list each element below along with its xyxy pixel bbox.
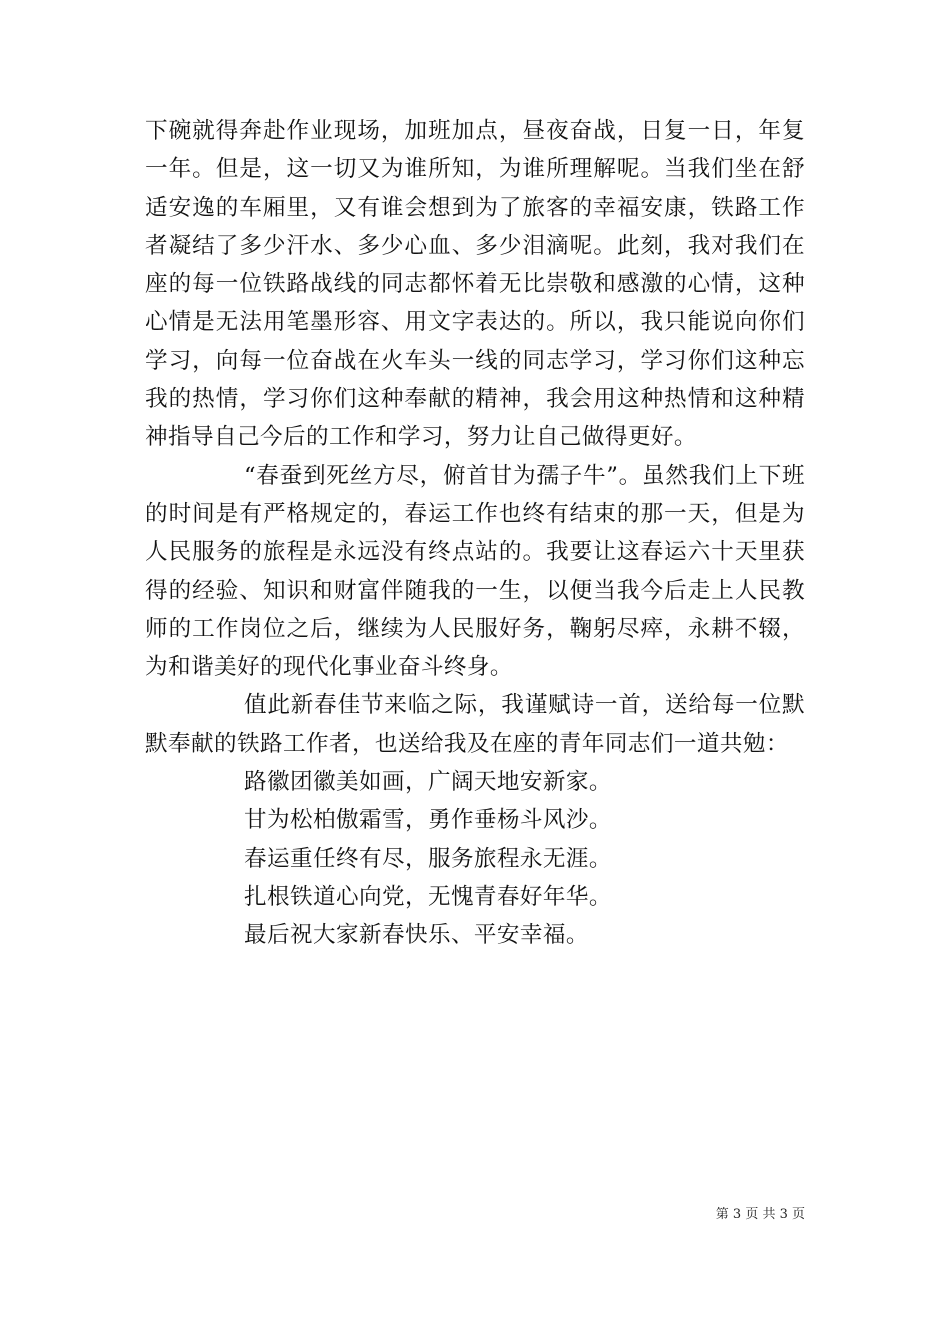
poem-line-3: 春运重任终有尽，服务旅程永无涯。 <box>244 845 612 872</box>
poem-line-4: 扎根铁道心向党，无愧青春好年华。 <box>244 883 612 910</box>
paragraph-continuation: 下碗就得奔赴作业现场，加班加点，昼夜奋战，日复一日，年复一年。但是，这一切又为谁所知，为谁所理解呢。当我们坐在舒适安逸的车厢里，又有谁会想到为了旅客的幸福安康，铁路工作者凝结了多少汗水、多少心血、多少泪滴呢。此刻，我对我们在座的每一位铁路战线的同志都怀着无比崇敬和感激的心情，这种心情是无法用笔墨形容、用文字表达的。所以，我只能说向你们学习，向每一位奋战在火车头一线的同志学习，学习你们这种忘我的热情，学习你们这种奉献的精神，我会用这种热情和这种精神指导自己今后的工作和学习，努力让自己做得更好。 <box>145 118 805 451</box>
poem <box>145 763 805 916</box>
poem-line-1: 路徽团徽美如画，广阔天地安新家。 <box>244 769 612 796</box>
document-body <box>145 112 805 955</box>
paragraph-quote: “春蚕到死丝方尽，俯首甘为孺子牛”。虽然我们上下班的时间是有严格规定的，春运工作也终有结束的那一天，但是为人民服务的旅程是永远没有终点站的。我要让这春运六十天里获得的经验、知识和财富伴随我的一生，以便当我今后走上人民教师的工作岗位之后，继续为人民服好务，鞠躬尽瘁，永耕不辍，为和谐美好的现代化事业奋斗终身。 <box>145 462 805 681</box>
closing-wish: 最后祝大家新春快乐、平安幸福。 <box>244 922 589 949</box>
poem-line-2: 甘为松柏傲霜雪，勇作垂杨斗风沙。 <box>244 807 612 834</box>
page-number-footer: 第 3 页 共 3 页 <box>715 1207 805 1222</box>
paragraph-poem-intro: 值此新春佳节来临之际，我谨赋诗一首，送给每一位默默奉献的铁路工作者，也送给我及在座的青年同志们一道共勉： <box>145 692 805 757</box>
